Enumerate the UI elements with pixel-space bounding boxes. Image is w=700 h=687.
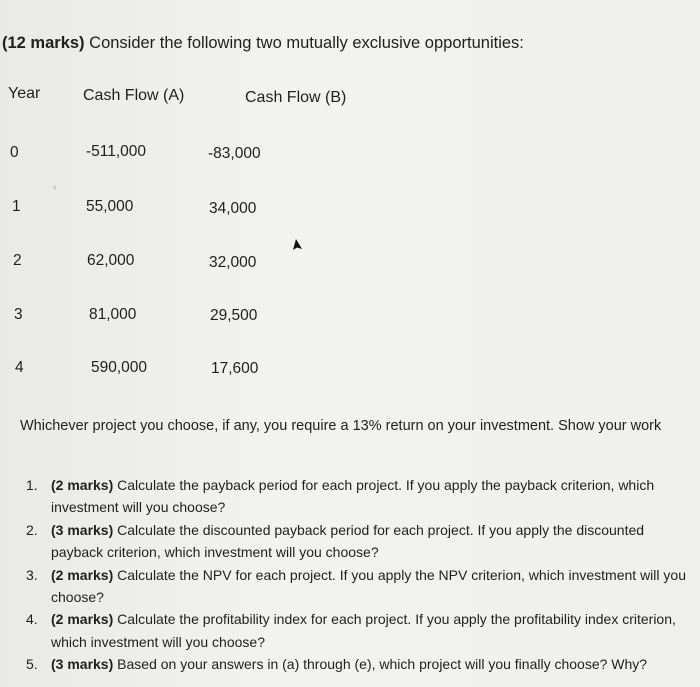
cash-flow-a-cell: 590,000 — [91, 359, 148, 376]
item-marks: (2 marks) — [51, 477, 114, 493]
cash-flow-b-cell: 17,600 — [211, 360, 259, 377]
item-text: Calculate the payback period for each project. If you apply the payback criterion, which investment will you choose? — [51, 477, 655, 516]
question-marks: (12 marks) — [2, 34, 85, 52]
question-heading — [2, 34, 524, 53]
list-item — [26, 564, 698, 609]
mouse-pointer-icon — [288, 238, 304, 254]
cash-flow-a-cell: 81,000 — [89, 306, 137, 323]
question-text: Consider the following two mutually exclusive opportunities: — [84, 34, 524, 52]
header-cash-flow-a: Cash Flow (A) — [83, 87, 185, 104]
item-number: 3. — [26, 566, 38, 583]
item-text: Calculate the discounted payback period for each project. If you apply the discounted payback criterion, which investment will you choose? — [51, 521, 645, 561]
item-number: 2. — [26, 521, 38, 538]
item-marks: (3 marks) — [51, 656, 114, 673]
year-cell: 4 — [15, 359, 24, 376]
cash-flow-b-cell: 32,000 — [209, 254, 257, 271]
item-number: 4. — [26, 611, 38, 628]
year-cell: 3 — [14, 306, 23, 323]
cash-flow-b-cell: -83,000 — [208, 145, 261, 162]
item-marks: (2 marks) — [51, 611, 114, 628]
cash-flow-b-cell: 29,500 — [210, 307, 258, 324]
item-text: Calculate the profitability index for each project. If you apply the profitability index criterion, which investment will you choose? — [51, 611, 676, 650]
item-text: Based on your answers in (a) through (e), which project will you finally choose? Why? — [113, 656, 648, 673]
item-text: Calculate the NPV for each project. If you apply the NPV criterion, which investment will you choose? — [51, 566, 686, 606]
subquestion-list — [26, 474, 698, 676]
stray-mark: ‹ — [53, 182, 57, 193]
list-item — [26, 519, 698, 564]
year-cell: 1 — [12, 198, 21, 215]
cash-flow-b-cell: 34,000 — [209, 200, 257, 217]
year-cell: 0 — [10, 144, 19, 161]
header-year: Year — [8, 85, 41, 102]
list-item — [26, 608, 698, 653]
year-cell: 2 — [13, 252, 22, 269]
list-item — [26, 474, 698, 519]
header-cash-flow-b: Cash Flow (B) — [245, 89, 347, 106]
list-item — [26, 653, 698, 675]
cash-flow-a-cell: -511,000 — [86, 143, 147, 160]
item-number: 1. — [26, 477, 38, 493]
item-marks: (3 marks) — [51, 521, 114, 538]
item-marks: (2 marks) — [51, 566, 114, 583]
item-number: 5. — [26, 656, 38, 673]
cash-flow-a-cell: 62,000 — [87, 252, 135, 269]
instruction-text: Whichever project you choose, if any, you require a 13% return on your investment. Show your work — [20, 418, 662, 434]
cash-flow-a-cell: 55,000 — [86, 198, 134, 215]
